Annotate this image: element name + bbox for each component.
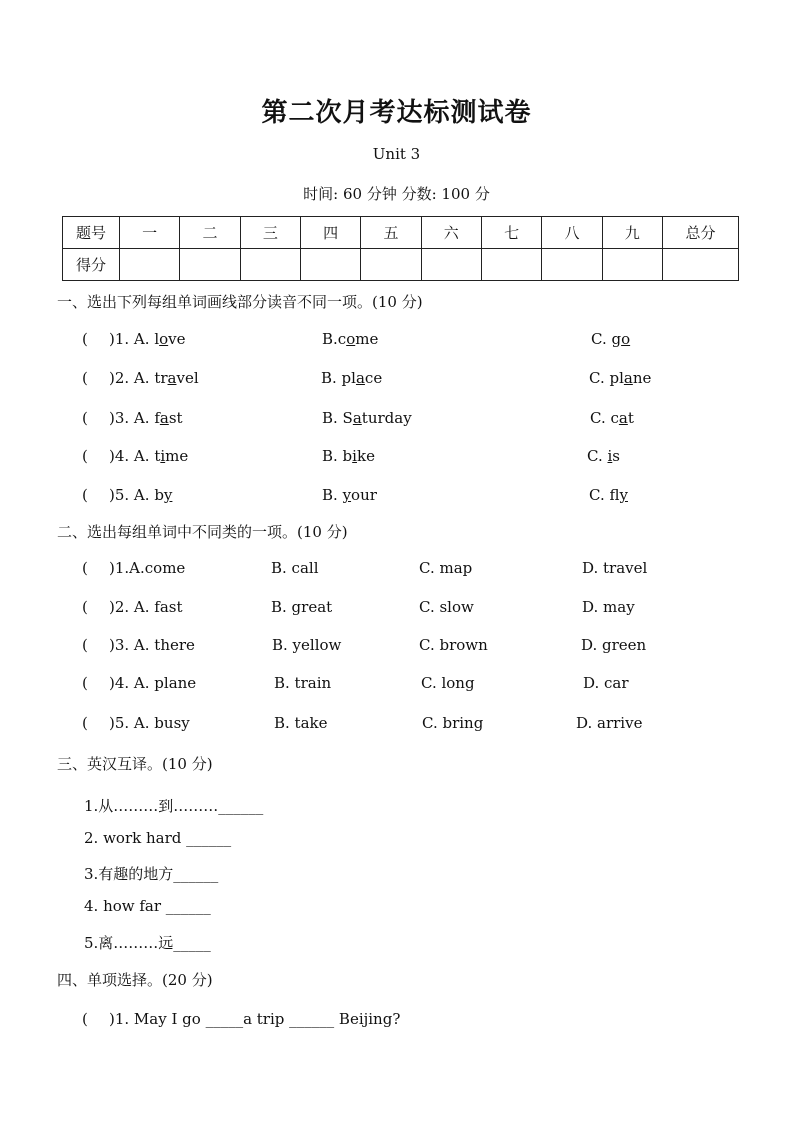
translation-item: 5.离………远_____	[84, 934, 211, 952]
question-number: )4. A. time	[109, 447, 189, 465]
question-number: )3. A. fast	[109, 409, 183, 427]
section-heading: 三、英汉互译。(10 分)	[57, 755, 213, 773]
option-b: B. call	[271, 559, 319, 577]
table-cell: 九	[602, 217, 662, 249]
answer-paren: (	[82, 598, 88, 616]
option-b: B.come	[322, 330, 379, 348]
option-c: C. map	[419, 559, 473, 577]
option-c: C. is	[587, 447, 620, 465]
question-number: )5. A. busy	[109, 714, 190, 732]
question-number: )3. A. there	[109, 636, 195, 654]
section-heading: 四、单项选择。(20 分)	[57, 971, 213, 989]
answer-paren: (	[82, 636, 88, 654]
option-c: C. bring	[422, 714, 484, 732]
answer-paren: (	[82, 409, 88, 427]
table-cell: 二	[180, 217, 240, 249]
option-b: B. yellow	[272, 636, 342, 654]
option-d: D. car	[583, 674, 629, 692]
answer-paren: (	[82, 714, 88, 732]
score-cell[interactable]	[180, 249, 240, 281]
unit-label: Unit 3	[372, 145, 421, 163]
option-d: D. travel	[582, 559, 648, 577]
score-cell[interactable]	[663, 249, 739, 281]
table-cell: 六	[421, 217, 481, 249]
section-heading: 一、选出下列每组单词画线部分读音不同一项。(10 分)	[57, 293, 423, 311]
option-b: B. bike	[322, 447, 375, 465]
question-number: )4. A. plane	[109, 674, 197, 692]
question-number: )1. A. love	[109, 330, 186, 348]
table-cell: 七	[481, 217, 541, 249]
option-d: D. green	[581, 636, 647, 654]
question-number: )2. A. travel	[109, 369, 199, 387]
question-number: )5. A. by	[109, 486, 173, 504]
option-b: B. Saturday	[322, 409, 412, 427]
option-b: B. place	[321, 369, 383, 387]
score-cell[interactable]	[481, 249, 541, 281]
answer-paren: (	[82, 559, 88, 577]
score-cell[interactable]	[602, 249, 662, 281]
score-table	[62, 216, 739, 281]
score-cell[interactable]	[361, 249, 421, 281]
answer-paren: (	[82, 1010, 88, 1028]
table-cell: 题号	[63, 217, 120, 249]
option-b: B. your	[322, 486, 377, 504]
score-cell[interactable]	[120, 249, 180, 281]
option-d: D. may	[582, 598, 635, 616]
option-c: C. plane	[589, 369, 652, 387]
option-b: B. take	[274, 714, 328, 732]
option-b: B. train	[274, 674, 332, 692]
question-number: )2. A. fast	[109, 598, 183, 616]
translation-item: 3.有趣的地方______	[84, 865, 219, 883]
option-c: C. fly	[589, 486, 628, 504]
answer-paren: (	[82, 369, 88, 387]
table-cell: 总分	[663, 217, 739, 249]
score-table-score-row	[63, 249, 739, 281]
score-cell[interactable]	[421, 249, 481, 281]
question-text: )1. May I go _____a trip ______ Beijing?	[109, 1010, 401, 1028]
score-cell[interactable]	[300, 249, 360, 281]
option-c: C. brown	[419, 636, 488, 654]
page-title: 第二次月考达标测试卷	[261, 98, 532, 128]
table-cell: 八	[542, 217, 602, 249]
option-d: D. arrive	[576, 714, 643, 732]
table-cell: 四	[300, 217, 360, 249]
section-heading: 二、选出每组单词中不同类的一项。(10 分)	[57, 523, 348, 541]
translation-item: 2. work hard ______	[84, 829, 232, 847]
table-cell: 得分	[63, 249, 120, 281]
score-cell[interactable]	[542, 249, 602, 281]
answer-paren: (	[82, 674, 88, 692]
option-c: C. go	[591, 330, 631, 348]
answer-paren: (	[82, 330, 88, 348]
option-b: B. great	[271, 598, 333, 616]
table-cell: 五	[361, 217, 421, 249]
score-cell[interactable]	[240, 249, 300, 281]
score-table-header-row	[63, 217, 739, 249]
question-number: )1.A.come	[109, 559, 186, 577]
option-c: C. slow	[419, 598, 474, 616]
table-cell: 一	[120, 217, 180, 249]
translation-item: 1.从………到………______	[84, 797, 264, 815]
option-c: C. long	[421, 674, 475, 692]
answer-paren: (	[82, 447, 88, 465]
table-cell: 三	[240, 217, 300, 249]
answer-paren: (	[82, 486, 88, 504]
option-c: C. cat	[590, 409, 634, 427]
time-info: 时间: 60 分钟 分数: 100 分	[303, 185, 490, 203]
translation-item: 4. how far ______	[84, 897, 211, 915]
